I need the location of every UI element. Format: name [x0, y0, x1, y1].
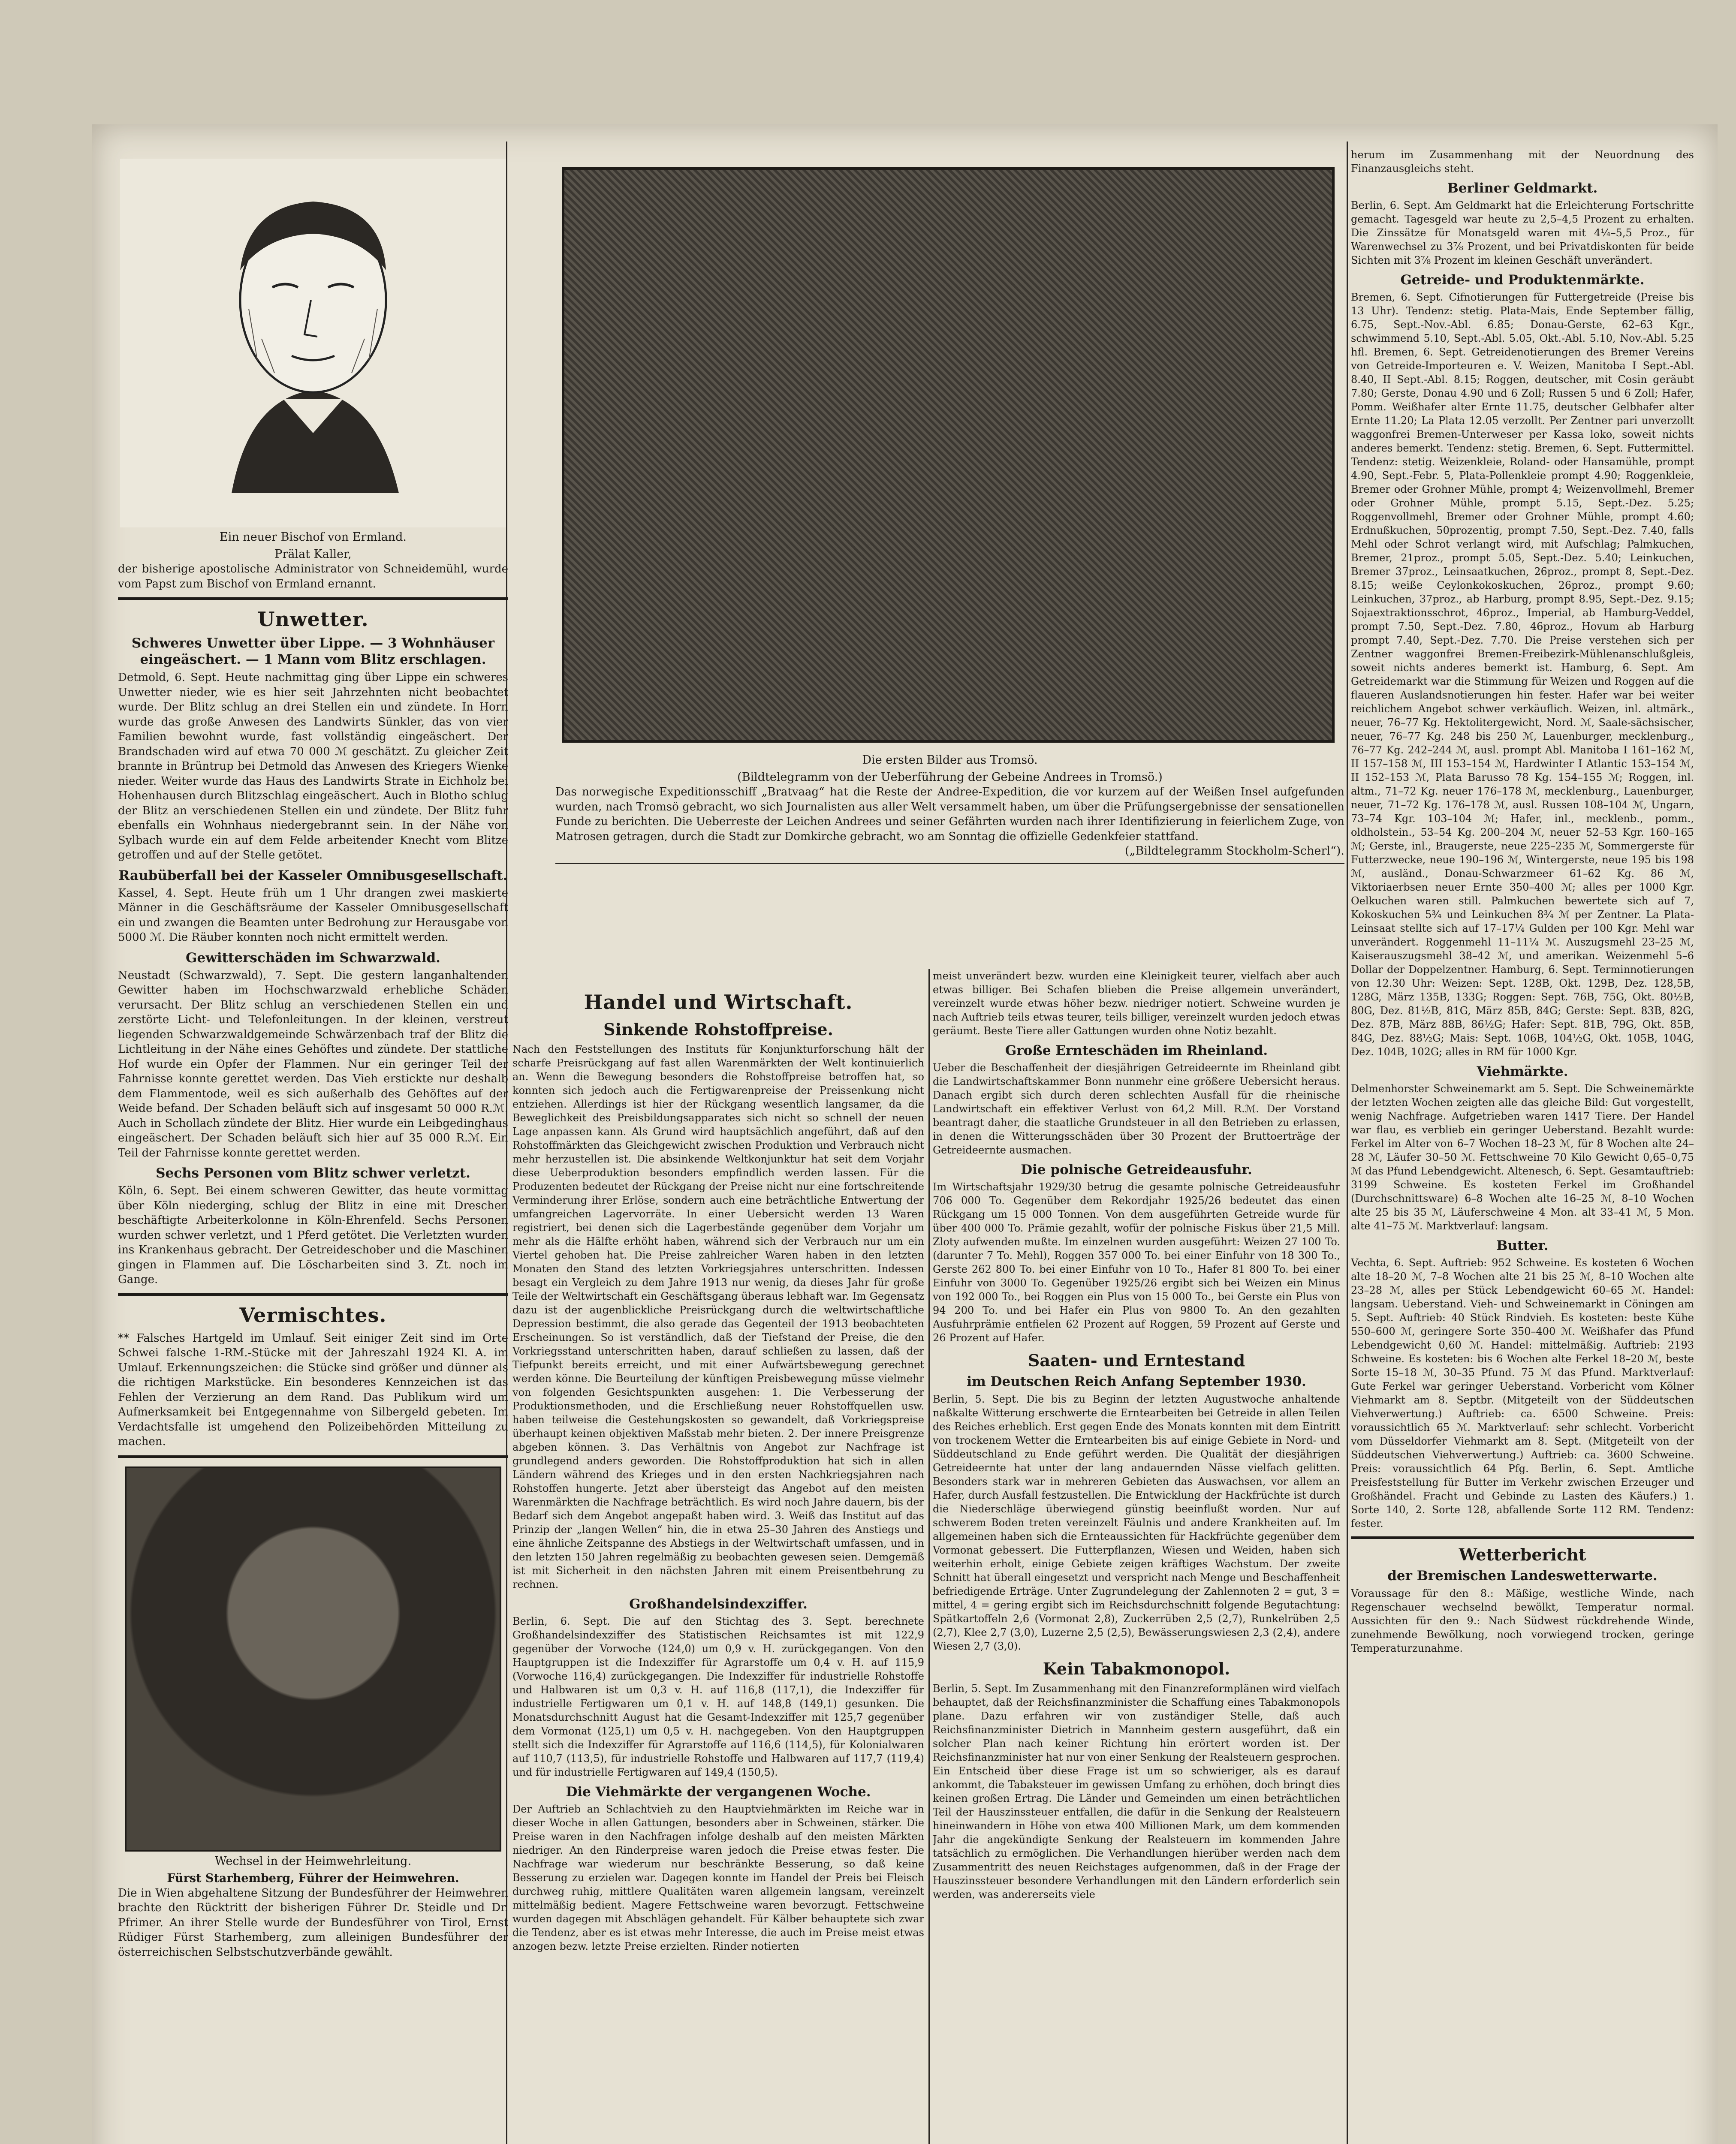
gross-heading: Großhandelsindexziffer.: [629, 1596, 808, 1612]
bishop-caption-title: Ein neuer Bischof von Ermland.: [220, 530, 407, 544]
rohstoff-article: Nach den Feststellungen des Instituts für Konjunkturforschung hält der scharfe Preisrückgang auf fast allen Warenmärkten der Welt kontinuierlich an. Wenn die Bewegung besonders die Rohstoffpreise betroffen hat, so konnten sich jedoch auch die Fertigwarenpreise der Preissenkung nicht entziehen. Allerdings ist hier der Rückgang wesentlich langsamer, da die Beweglichkeit des Preisbildungsapparates sich nicht so schnell der neuen Lage anpassen kann. Als Grund wird hauptsächlich angeführt, daß auf den Rohstoffmärkten das Gleichgewicht zwischen Produktion und Verbrauch nicht mehr herzustellen ist. Die absinkende Weltkonjunktur hat seit dem Vorjahr diese Ueberproduktion besonders empfindlich werden lassen. Für die Produzenten bedeutet der Rückgang der Preise nicht nur eine fortschreitende Verminderung ihrer Erlöse, sondern auch eine beträchtliche Entwertung der umfangreichen Lagervorräte. In einer Uebersicht werden 13 Waren registriert, bei denen sich die Lagerbestände gegenüber dem Vorjahr um mehr als die Hälfte erhöht haben, während sich der Verbrauch nur um ein Viertel gehoben hat. Die Preise zahlreicher Waren haben in den letzten Monaten den Stand des letzten Vorkriegsjahres unterschritten. Indessen besagt ein Vergleich zu dem Jahre 1913 nur wenig, da dieses Jahr für große Teile der Weltwirtschaft ein Geschäftsgang überaus lebhaft war. Im Gegensatz dazu ist der augenblickliche Preisrückgang durch die weltwirtschaftliche Depression bestimmt, die also gerade das Gegenteil der 1913 beobachteten Erscheinungen. So ist verständlich, daß der Tiefstand der Preise, die den Vorkriegsstand unterschritten haben, darauf schließen zu lassen, daß der Tiefpunkt bereits erreicht, und mit einer Aufwärtsbewegung gerechnet werden könne. Die Beurteilung der künftigen Preisbewegung müsse vielmehr von folgenden Gesichtspunkten ausgehen: 1. Die Verbesserung der Produktionsmethoden, und die Erschließung neuer Rohstoffquellen usw. haben teilweise die Gestehungskosten so gewandelt, daß Vorkriegspreise überhaupt keinen objektiven Maßstab mehr bieten. 2. Der innere Preisgrenze abgeben können. 3. Das Verhältnis von Angebot zur Nachfrage ist grundlegend anders geworden. Die Rohstoffproduktion hat sich in allen Ländern während des Krieges und in den ersten Nachkriegsjahren nach Rohstoffen hungerte. Jetzt aber übersteigt das Angebot auf den meisten Warenmärkten die Nachfrage beträchtlich. Es wird noch Jahre dauern, bis der Bedarf sich dem Angebot angepaßt haben wird. 3. Weiß das Institut auf das Prinzip der „langen Wellen“ hin, die in etwa 25–30 Jahren des Anstiegs und eine ähnliche Zeitspanne des Abstiegs in der Weltwirtschaft umfassen, und in den letzten 150 Jahren regelmäßig zu beobachten gewesen seien. Demgemäß ist mit Sicherheit in den nächsten Jahren mit einem Preisentbehrung zu rechnen.: [512, 1043, 924, 1590]
tromsoe-photo: [562, 167, 1335, 743]
unwetter-article: Detmold, 6. Sept. Heute nachmittag ging über Lippe ein schweres Unwetter nieder, wie es hier seit Jahrzehnten nicht beobachtet wurde. Der Blitz schlug an drei Stellen ein und zündete. In Horn wurde das große Anwesen des Landwirts Sünkler, das von vier Familien bewohnt wurde, fast vollständig eingeäschert. Der Brandschaden wird auf etwa 70 000 ℳ geschätzt. Zu gleicher Zeit brannte in Brüntrup bei Detmold das Anwesen des Kriegers Wienke nieder. Weiter wurde das Haus des Landwirts Strate in Eichholz bei Hohenhausen durch Blitzschlag eingeäschert. Auch in Blotho schlug der Blitz an verschiedenen Stellen ein und zündete. Der Blitz fuhr ebenfalls ein Wohnhaus niedergebrannt sein. In der Nähe von Sylbach wurde ein auf dem Felde arbeitender Knecht vom Blitze getroffen und auf der Stelle getötet.: [118, 671, 508, 861]
sechs-article: Köln, 6. Sept. Bei einem schweren Gewitter, das heute vormittag über Köln niederging, schlug der Blitz in eine mit Dreschen beschäftigte Arbeiterkolonne in Köln-Ehrenfeld. Sechs Personen wurden schwer verletzt, und 1 Pferd getötet. Die Verletzten wurden ins Krankenhaus gebracht. Der Getreideschober und die Maschinen gingen in Flammen auf. Die Löscharbeiten sind 3. Zt. noch im Gange.: [118, 1184, 508, 1286]
sechs-heading: Sechs Personen vom Blitz schwer verletzt.: [156, 1165, 470, 1181]
section-divider: [555, 863, 1344, 864]
wetter-subheading: der Bremischen Landeswetterwarte.: [1387, 1568, 1658, 1584]
bishop-portrait-drawing: [120, 159, 506, 527]
raub-article: Kassel, 4. Sept. Heute früh um 1 Uhr drangen zwei maskierte Männer in die Geschäftsräume der Kasseler Omnibusgesellschaft ein und zwangen die Beamten unter Bedrohung zur Herausgabe von 5000 ℳ. Die Räuber konnten noch nicht ermittelt werden.: [118, 886, 508, 944]
saaten-subheading: im Deutschen Reich Anfang September 1930.: [967, 1374, 1306, 1389]
vieh-heading: Die Viehmärkte der vergangenen Woche.: [566, 1784, 871, 1800]
column-3: [933, 969, 1340, 2144]
column-rule: [928, 969, 930, 2144]
wetter-article: Voraussage für den 8.: Mäßige, westliche Winde, nach Regenschauer wechselnd bewölkt, Temperatur normal. Aussichten für den 9.: Nach Südwest rückdrehende Winde, zunehmende Bewölkung, noch vorwiegend trocken, geringe Temperaturzunahme.: [1351, 1587, 1694, 1654]
vieh-article-continued: meist unverändert bezw. wurden eine Kleinigkeit teurer, vielfach aber auch etwas billiger. Bei Schafen blieben die Preise allgemein unverändert, vereinzelt wurde etwas höher bezw. niedriger notiert. Schweine wurden je nach Auftrieb teils etwas teurer, teils billiger, vereinzelt wurden jedoch etwas geräumt. Beste Tiere aller Gattungen wurden ohne Notiz bezahlt.: [933, 970, 1340, 1037]
tabak-heading: Kein Tabakmonopol.: [1043, 1659, 1230, 1678]
section-divider: [118, 1455, 508, 1458]
unwetter-subheading: Schweres Unwetter über Lippe. — 3 Wohnhäuser eingeäschert. — 1 Mann vom Blitz erschlagen.: [131, 635, 495, 667]
butter-heading: Butter.: [1496, 1238, 1549, 1253]
section-divider: [118, 597, 508, 600]
photo-caption-text: Das norwegische Expeditionsschiff „Bratvaag“ hat die Reste der Andree-Expedition, die vor kurzem auf der Weißen Insel aufgefunden wurden, nach Tromsö gebracht, wo sich Journalisten aus aller Welt versammelt haben, um über die Prüfungsergebnisse der sensationellen Funde zu berichten. Die Ueberreste der Leichen Andrees und seiner Gefährten wurden nach ihrer Identifizierung in feierlichem Zuge, von Matrosen getragen, durch die Stadt zur Domkirche gebracht, wo am Sonntag die offizielle Gedenkfeier stattfand.: [555, 786, 1344, 843]
finanz-continued: herum im Zusammenhang mit der Neuordnung des Finanzausgleichs steht.: [1351, 149, 1694, 175]
polen-article: Im Wirtschaftsjahr 1929/30 betrug die gesamte polnische Getreideausfuhr 706 000 To. Gegenüber dem Rekordjahr 1925/26 bedeutet das einen Rückgang um 15 000 Tonnen. Von dem ausgeführten Getreide wurde für über 400 000 To. Prämie gezahlt, wofür der polnische Fiskus über 21,5 Mill. Zloty aufwenden mußte. Im einzelnen wurden ausgeführt: Weizen 27 100 To. (darunter 7 To. Mehl), Roggen 357 000 To. bei einer Einfuhr von 18 300 To., Gerste 262 800 To. bei einer Einfuhr von 10 To., Hafer 81 800 To. bei einer Einfuhr von 3000 To. Gegenüber 1925/26 ergibt sich bei Weizen ein Minus von 192 000 To., bei Roggen ein Plus von 15 000 To., bei Gerste ein Plus von 94 200 To. und bei Hafer ein Plus von 9800 To. An den gezahlten Ausfuhrprämie entfielen 62 Prozent auf Roggen, 59 Prozent auf Gerste und 26 Prozent auf Hafer.: [933, 1181, 1340, 1344]
viehmaerkte-article: Delmenhorster Schweinemarkt am 5. Sept. Die Schweinemärkte der letzten Wochen zeigten alle das gleiche Bild: Gut vorgestellt, wenig Nachfrage. Aufgetrieben waren 1417 Tiere. Der Handel war flau, es verblieb ein geringer Ueberstand. Bezahlt wurde: Ferkel im Alter von 6–7 Wochen 18–23 ℳ, für 8 Wochen alte 24–28 ℳ, Läufer 30–50 ℳ. Fettschweine 70 Kilo Gewicht 0,65–0,75 ℳ das Pfund Lebendgewicht. Altenesch, 6. Sept. Gesamtauftrieb: 3199 Schweine. Es kosteten Ferkel im Großhandel (Durchschnittsware) 6–8 Wochen alte 16–25 ℳ, 8–10 Wochen alte 25 bis 35 ℳ, Läuferschweine 4 Mon. alt 33–41 ℳ, 5 Mon. alte 41–75 ℳ. Marktverlauf: langsam.: [1351, 1083, 1694, 1232]
photo-caption-sub: (Bildtelegramm von der Ueberführung der Gebeine Andrees in Tromsö.): [737, 771, 1163, 784]
vermischtes-article: ** Falsches Hartgeld im Umlauf. Seit einiger Zeit sind im Orte Schwei falsche 1-RM.-Stücke mit der Jahreszahl 1924 Kl. A. im Umlauf. Erkennungszeichen: die Stücke sind größer und dünner als die richtigen Markstücke. Ein besonderes Kennzeichen ist das Fehlen der Verzierung an dem Rand. Das Publikum wird um Aufmerksamkeit bei Entgegennahme von Silbergeld gebeten. Im Verdachtsfalle ist umgehend den Polizeibehörden Mitteilung zu machen.: [118, 1331, 508, 1448]
starhemberg-caption-name: Fürst Starhemberg, Führer der Heimwehren.: [167, 1871, 459, 1885]
bishop-caption-text: der bisherige apostolische Administrator von Schneidemühl, wurde vom Papst zum Bischof von Ermland ernannt.: [118, 563, 508, 590]
gewitter-heading: Gewitterschäden im Schwarzwald.: [186, 950, 440, 966]
photo-credit: („Bildtelegramm Stockholm-Scherl“).: [1125, 844, 1344, 858]
butter-article: Vechta, 6. Sept. Auftrieb: 952 Schweine. Es kosteten 6 Wochen alte 18–20 ℳ, 7–8 Wochen alte 21 bis 25 ℳ, 8–10 Wochen alte 23–28 ℳ, alles per Stück Lebendgewicht 60–65 ℳ. Handel: langsam. Ueberstand. Vieh- und Schweinemarkt in Cöningen am 5. Sept. Auftrieb: 40 Stück Rindvieh. Es kosteten: beste Kühe 550–600 ℳ, geringere Sorte 350–400 ℳ. Weißhafer das Pfund Lebendgewicht 0,60 ℳ. Handel: mittelmäßig. Auftrieb: 2193 Schweine. Es kosteten: bis 6 Wochen alte Ferkel 18–20 ℳ, beste Sorte 15–18 ℳ, 30–35 Pfund. 75 ℳ das Pfund. Marktverlauf: Gute Ferkel war geringer Ueberstand. Vorbericht vom Kölner Viehmarkt am 8. Septbr. (Mitgeteilt von der Süddeutschen Viehverwertung.) Auftrieb: ca. 6500 Schweine. Preis: voraussichtlich 65 ℳ. Marktverlauf: sehr schlecht. Vorbericht vom Düsseldorfer Viehmarkt am 8. Sept. (Mitgeteilt von der Süddeutschen Viehverwertung.) Auftrieb: ca. 3600 Schweine. Preis: voraussichtlich 64 Pfg. Berlin, 6. Sept. Amtliche Preisfeststellung für Butter im Verkehr zwischen Erzeuger und Großhändel. Fracht und Gebinde zu Lasten des Käufers.) 1. Sorte 140, 2. Sorte 128, abfallende Sorte 112 RM. Tendenz: fester.: [1351, 1257, 1694, 1530]
bishop-caption-name: Prälat Kaller,: [274, 548, 352, 561]
ernte-article: Ueber die Beschaffenheit der diesjährigen Getreideernte im Rheinland gibt die Landwirtschaftskammer Bonn nunmehr eine größere Uebersicht heraus. Danach ergibt sich durch deren schlechten Ausfall für die rheinische Landwirtschaft ein effektiver Verlust von 64,2 Mill. R.ℳ. Der Vorstand beantragt daher, die staatliche Grundsteuer in all den Betrieben zu erlassen, in denen die Witterungsschäden über 30 Prozent der Bruttoerträge der Getreideernte ausmachen.: [933, 1062, 1340, 1156]
polen-heading: Die polnische Getreideausfuhr.: [1021, 1162, 1252, 1177]
column-1: [118, 142, 508, 2144]
column-2: [512, 969, 924, 2144]
vermischtes-heading: Vermischtes.: [239, 1303, 387, 1327]
vieh-article: Der Auftrieb an Schlachtvieh zu den Hauptviehmärkten im Reiche war in dieser Woche in allen Gattungen, besonders aber in Schweinen, stärker. Die Preise waren in den Nachfragen infolge deshalb auf den meisten Märkten niedriger. An den Rinderpreise waren jedoch die Preise etwas fester. Die Nachfrage war wiederum nur beschränkte Besserung, so daß keine Besserung zu erzielen war. Dagegen konnte im Handel der Preis bei Fleisch durchweg ruhig, mittlere Qualitäten waren allgemein langsam, vereinzelt mittelmäßig bedient. Magere Fettschweine waren bevorzugt. Fettschweine wurden dagegen mit Abschlägen gehandelt. Für Kälber behauptete sich zwar die Tendenz, aber es ist etwas mehr Interesse, die auch im Preise meist etwas anzogen bezw. letzte Preise erzielten. Rinder notierten: [512, 1803, 924, 1952]
saaten-article: Berlin, 5. Sept. Die bis zu Beginn der letzten Augustwoche anhaltende naßkalte Witterung erschwerte die Erntearbeiten bei Getreide in allen Teilen des Reiches erheblich. Erst gegen Ende des Monats konnten mit dem Eintritt von trockenem Wetter die Erntearbeiten bis auf einige Gebiete in Nord- und Süddeutschland zu Ende geführt werden. Die Qualität der diesjährigen Getreideernte hat unter der lang andauernden Nässe vielfach gelitten. Besonders stark war in mehreren Gebieten das Auswachsen, vor allem an Hafer, durch Ausfall festzustellen. Die Entwicklung der Hackfrüchte ist durch die Niederschläge überwiegend günstig beeinflußt worden. Nur auf schwerem Boden treten vereinzelt Fäulnis und andere Krankheiten auf. Im allgemeinen haben sich die Ernteaussichten für Hackfrüchte gegenüber dem Vormonat gebessert. Die Futterpflanzen, Wiesen und Weiden, haben sich weiterhin erholt, einige Gebiete zeigen kräftiges Wachstum. Der zweite Schnitt hat überall eingesetzt und verspricht nach Menge und Beschaffenheit befriedigende Erträge. Unter Zugrundelegung der Zahlennoten 2 = gut, 3 = mittel, 4 = gering ergibt sich im Reichsdurchschnitt folgende Begutachtung: Spätkartoffeln 2,6 (Vormonat 2,8), Zuckerrüben 2,5 (2,7), Runkelrüben 2,5 (2,7), Klee 2,7 (3,0), Luzerne 2,5 (2,5), Bewässerungswiesen 2,3 (2,4), andere Wiesen 2,7 (3,0).: [933, 1393, 1340, 1652]
bishop-portrait: [120, 159, 506, 527]
handel-heading: Handel und Wirtschaft.: [584, 991, 853, 1014]
photo-caption-title: Die ersten Bilder aus Tromsö.: [862, 753, 1038, 767]
viehmaerkte-heading: Viehmärkte.: [1477, 1064, 1568, 1079]
vermischtes-continued: [512, 969, 924, 983]
section-divider: [1351, 1536, 1694, 1539]
tromsoe-photo-caption-block: [555, 750, 1344, 868]
getreide-article: Bremen, 6. Sept. Cifnotierungen für Futtergetreide (Preise bis 13 Uhr). Tendenz: stetig. Plata-Mais, Ende September fällig, 6.75, Sept.-Nov.-Abl. 6.85; Donau-Gerste, 62–63 Kgr., schwimmend 5.10, Sept.-Abl. 5.05, Okt.-Abl. 5.10, Nov.-Abl. 5.25 hfl. Bremen, 6. Sept. Getreidenotierungen des Bremer Vereins von Getreide-Importeuren e. V. Weizen, Manitoba I Sept.-Abl. 8.40, II Sept.-Abl. 8.15; Roggen, deutscher, mit Cosin geräubt 7.80; Gerste, Donau 4.90 und 6 Zoll; Russen 5 und 6 Zoll; Hafer, Pomm. Weißhafer alter Ernte 11.75, deutscher Gelbhafer alter Ernte 11.20; La Plata 12.05 verzollt. Per Zentner pari unverzollt waggonfrei Bremen-Unterweser per Kassa loko, soweit nichts anderes bemerkt. Tendenz: stetig. Bremen, 6. Sept. Futtermittel. Tendenz: stetig. Weizenkleie, Roland- oder Hansamühle, prompt 4.90, Sept.-Febr. 5, Plata-Pollenkleie prompt 4.90; Roggenkleie, Bremer oder Grohner Mühle, prompt 4; Weizenvollmehl, Bremer oder Grohner Mühle, prompt 5.15, Sept.-Dez. 5.25; Roggenvollmehl, Bremer oder Grohner Mühle, prompt 4.60; Erdnußkuchen, 50prozentig, prompt 7.50, Sept.-Dez. 7.40, falls Mehl oder Schrot verlangt wird, mit Aufschlag; Palmkuchen, Bremer, 21proz., prompt 5.05, Sept.-Dez. 5.40; Leinkuchen, Bremer 37proz., Leinsaatkuchen, 26proz., prompt 8, Sept.-Dez. 8.15; weiße Ceylonkokoskuchen, 26proz., prompt 9.60; Leinkuchen, 37proz., ab Harburg, prompt 8.95, Sept.-Dez. 9.15; Sojaextraktionsschrot, 46proz., Imperial, ab Hamburg-Veddel, prompt 7.50, Sept.-Dez. 7.80, 46proz., Hovum ab Harburg prompt 7.40, Sept.-Dez. 7.70. Die Preise verstehen sich per Zentner waggonfrei Bremen-Freibezirk-Mühlenanschlußgleis, soweit nichts anderes bemerkt ist. Hamburg, 6. Sept. Am Getreidemarkt war die Stimmung für Weizen und Roggen auf die flaueren Auslandsnotierungen hin fester. Hafer war bei weiter reichlichem Angebot schwer verkäuflich. Weizen, inl. altmärk., neuer, 76–77 Kg. Hektolitergewicht, Nord. ℳ, Saale-sächsischer, neuer, 76–77 Kg. 248 bis 250 ℳ, Lauenburger, mecklenburg., 76–77 Kg. 242–244 ℳ, ausl. prompt Abl. Manitoba I 161–162 ℳ, II 157–158 ℳ, III 153–154 ℳ, Hardwinter I Atlantic 153–154 ℳ, II 152–153 ℳ, Plata Barusso 78 Kg. 154–155 ℳ; Roggen, inl. altm., 71–72 Kg. neuer 176–178 ℳ, mecklenburg., Lauenburger, neuer, 71–72 Kg. 176–178 ℳ, ausl. Russen 108–104 ℳ, Ungarn, 73–74 Kgr. 103–104 ℳ; Hafer, inl., mecklenb., pomm., oldholstein., 53–54 Kg. 200–204 ℳ, neuer 52–53 Kgr. 160–165 ℳ; Gerste, inl., Braugerste, neue 225–235 ℳ, Sommergerste für Futterzwecke, neue 190–196 ℳ, Wintergerste, neue 195 bis 198 ℳ, ausländ., Donau-Schwarzmeer 61–62 Kg. 86 ℳ, Viktoriaerbsen neuer Ernte 350–400 ℳ; alles per 1000 Kgr. Oelkuchen waren still. Palmkuchen bewertete sich auf 7, Kokoskuchen 5¾ und Leinkuchen 8¾ ℳ per Zentner. La Plata-Leinsaat stellte sich auf 17–17¼ Gulden per 100 Kgr. Mehl war unverändert. Roggenmehl 11–11¼ ℳ. Auszugsmehl 23–25 ℳ, Kaiserauszugsmehl 38–42 ℳ, und amerikan. Weizenmehl 5–6 Dollar der Doppelzentner. Hamburg, 6. Sept. Terminnotierungen von 12.30 Uhr: Weizen: Sept. 128B, Okt. 129B, Dez. 128,5B, 128G, März 135B, 133G; Roggen: Sept. 76B, 75G, Okt. 80½B, 80G, Dez. 81½B, 81G, März 85B, 84G; Gerste: Sept. 83B, 82G, Dez. 87B, März 88B, 86½G; Hafer: Sept. 81B, 79G, Okt. 85B, 84G, Dez. 88½G; Mais: Sept. 106B, 104½G, Okt. 105B, 104G, Dez. 104B, 102G; alles in RM für 1000 Kgr.: [1351, 291, 1694, 1058]
unwetter-heading: Unwetter.: [257, 608, 369, 631]
rohstoff-heading: Sinkende Rohstoffpreise.: [603, 1020, 833, 1039]
column-rule: [1347, 142, 1348, 2144]
gewitter-article: Neustadt (Schwarzwald), 7. Sept. Die gestern langanhaltenden Gewitter haben im Hochschwarzwald erhebliche Schäden verursacht. Der Blitz schlug an verschiedenen Stellen ein und zerstörte Licht- und Telefonleitungen. In der kleinen, verstreut liegenden Schwarzwaldgemeinde Schwärzenbach traf der Blitz die Lichtleitung in der Nähe eines Gehöftes und zündete. Der stattliche Hof wurde ein Opfer der Flammen. Nur ein geringer Teil der Fahrnisse konnte gerettet werden. Das Vieh erstickte nur deshalb dem Flammentode, weil es sich außerhalb des Gehöftes auf der Weide befand. Der Schaden beläuft sich auf insgesamt 50 000 R.ℳ. Auch in Schollach zündete der Blitz. Hier wurde ein Leibgedinghaus eingeäschert. Der Schaden beläuft sich hier auf 35 000 R.ℳ. Ein Teil der Fahrnisse konnte gerettet werden.: [118, 969, 508, 1159]
starhemberg-caption-text: Die in Wien abgehaltene Sitzung der Bundesführer der Heimwehren brachte den Rücktritt der bisherigen Führer Dr. Steidle und Dr. Pfrimer. An ihrer Stelle wurde der Bundesführer von Tirol, Ernst Rüdiger Fürst Starhemberg, zum alleinigen Bundesführer der österreichischen Selbstschutzverbände gewählt.: [118, 1886, 508, 1959]
ernte-heading: Große Ernteschäden im Rheinland.: [1005, 1043, 1268, 1058]
getreide-heading: Getreide- und Produktenmärkte.: [1400, 272, 1645, 288]
tabak-article: Berlin, 5. Sept. Im Zusammenhang mit den Finanzreformplänen wird vielfach behauptet, daß der Reichsfinanzminister die Schaffung eines Tabakmonopols plane. Dazu erfahren wir von zuständiger Stelle, daß auch Reichsfinanzminister Dietrich in Mannheim gestern ausgeführt, daß ein solcher Plan nach keiner Richtung hin erörtert worden ist. Der Reichsfinanzminister hat nur von einer Senkung der Realsteuern gesprochen. Ein Entscheid über diese Frage ist um so schwieriger, als es darauf ankommt, die Tabaksteuer im gewissen Umfang zu erhöhen, doch bringt dies keinen großen Ertrag. Die Länder und Gemeinden um einen beträchtlichen Teil der Hauszinssteuer entfallen, die dafür in die Senkung der Realsteuern hineinwandern in Höhe von etwa 400 Millionen Mark, um dem kommenden Jahr die angekündigte Senkung der Realsteuern im kommenden Jahre tatsächlich zu ermöglichen. Die Verhandlungen hierüber werden nach dem Zusammentritt des neuen Reichstages aufgenommen, daß in der Frage der Hauszinssteuer besondere Verhandlungen mit den Ländern erforderlich sein werden, was andererseits viele: [933, 1683, 1340, 1900]
newspaper-page: [92, 124, 1718, 2144]
wetter-heading: Wetterbericht: [1459, 1545, 1586, 1564]
starhemberg-portrait: [125, 1466, 501, 1852]
section-divider: [118, 1293, 508, 1296]
geld-heading: Berliner Geldmarkt.: [1447, 181, 1598, 196]
geld-article: Berlin, 6. Sept. Am Geldmarkt hat die Erleichterung Fortschritte gemacht. Tagesgeld war heute zu 2,5–4,5 Prozent zu erhalten. Die Zinssätze für Monatsgeld waren mit 4¼–5,5 Proz., für Warenwechsel zu 3⅞ Prozent, und bei Privatdiskonten für beide Sichten mit 3⅞ Prozent im kleinen Geschäft unverändert.: [1351, 199, 1694, 266]
column-4: [1351, 148, 1694, 2144]
raub-heading: Raubüberfall bei der Kasseler Omnibusgesellschaft.: [118, 867, 508, 883]
gross-article: Berlin, 6. Sept. Die auf den Stichtag des 3. Sept. berechnete Großhandelsindexziffer des Statistischen Reichsamtes ist mit 122,9 gegenüber der Vorwoche (124,0) um 0,9 v. H. zurückgegangen. Von den Hauptgruppen ist die Indexziffer für Agrarstoffe um 0,4 v. H. auf 115,9 (Vorwoche 116,4) zurückgegangen. Die Indexziffer für industrielle Rohstoffe und Halbwaren ist um 0,3 v. H. auf 116,8 (117,1), die Indexziffer für industrielle Fertigwaren um 0,1 v. H. auf 148,8 (149,1) gesunken. Die Monatsdurchschnitt August hat die Gesamt-Indexziffer mit 125,7 gegenüber dem Vormonat (125,1) um 0,5 v. H. nachgegeben. Von den Hauptgruppen stellt sich die Indexziffer für Agrarstoffe auf 116,6 (114,5), für Kolonialwaren auf 110,7 (113,5), für industrielle Rohstoffe und Halbwaren auf 117,7 (119,4) und für industrielle Fertigwaren auf 149,4 (150,5).: [512, 1615, 924, 1778]
saaten-heading: Saaten- und Erntestand: [1028, 1351, 1245, 1370]
starhemberg-caption-title: Wechsel in der Heimwehrleitung.: [214, 1854, 412, 1868]
